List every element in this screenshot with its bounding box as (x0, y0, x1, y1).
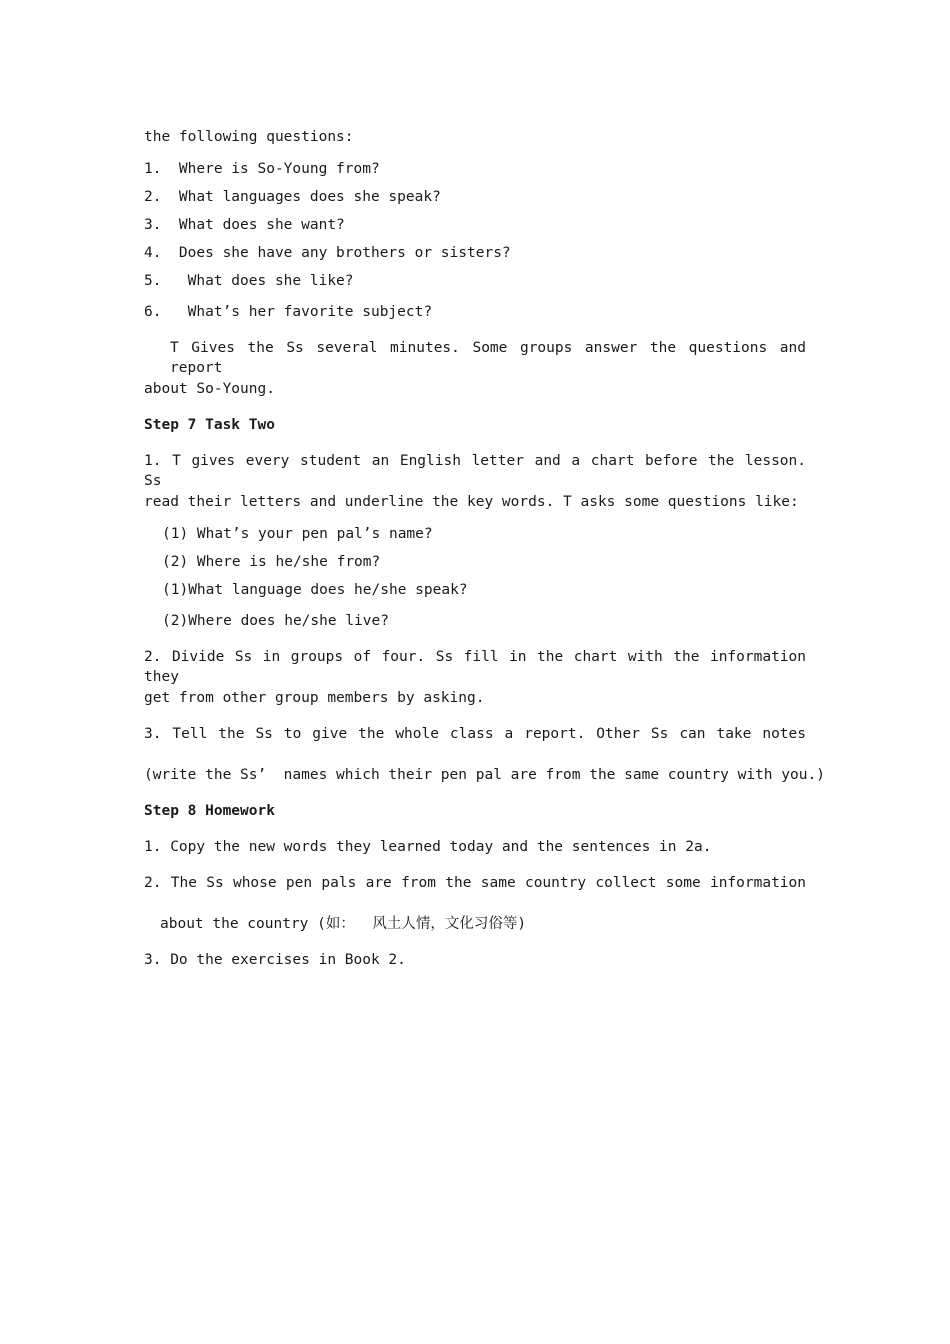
step8-item2-line1: 2. The Ss whose pen pals are from the same country collect some information (144, 875, 806, 891)
pen-pal-question-1: (1) What’s your pen pal’s name? (162, 526, 433, 542)
pen-pal-question-3: (1)What language does he/she speak? (162, 582, 468, 598)
step7-item2-line1: 2. Divide Ss in groups of four. Ss fill in the chart with the information they (144, 649, 806, 685)
step7-item1-line1: 1. T gives every student an English letter and a chart before the lesson. Ss (144, 453, 806, 489)
step8-heading: Step 8 Homework (144, 803, 275, 819)
question-4: 4. Does she have any brothers or sisters? (144, 245, 511, 261)
step8-item3: 3. Do the exercises in Book 2. (144, 952, 406, 968)
step7-item1-line2: read their letters and underline the key words. T asks some questions like: (144, 494, 799, 510)
step7-heading: Step 7 Task Two (144, 417, 275, 433)
question-5: 5. What does she like? (144, 273, 354, 289)
question-2: 2. What languages does she speak? (144, 189, 441, 205)
pen-pal-question-2: (2) Where is he/she from? (162, 554, 381, 570)
step7-item3-line2: (write the Ss’ names which their pen pal are from the same country with you.) (144, 767, 825, 783)
task-one-note-line-2: about So-Young. (144, 381, 275, 397)
step8-item1: 1. Copy the new words they learned today and the sentences in 2a. (144, 839, 712, 855)
pen-pal-question-4: (2)Where does he/she live? (162, 613, 389, 629)
question-6: 6. What’s her favorite subject? (144, 304, 433, 320)
step7-item2-line2: get from other group members by asking. (144, 690, 485, 706)
task-one-note-line-1: T Gives the Ss several minutes. Some groups answer the questions and report (170, 340, 806, 376)
step8-item2-line2: about the country (如： 风土人情，文化习俗等) (160, 916, 527, 932)
intro-line: the following questions: (144, 129, 354, 145)
step7-item3-line1: 3. Tell the Ss to give the whole class a report. Other Ss can take notes (144, 726, 806, 742)
question-1: 1. Where is So-Young from? (144, 161, 380, 177)
question-3: 3. What does she want? (144, 217, 345, 233)
